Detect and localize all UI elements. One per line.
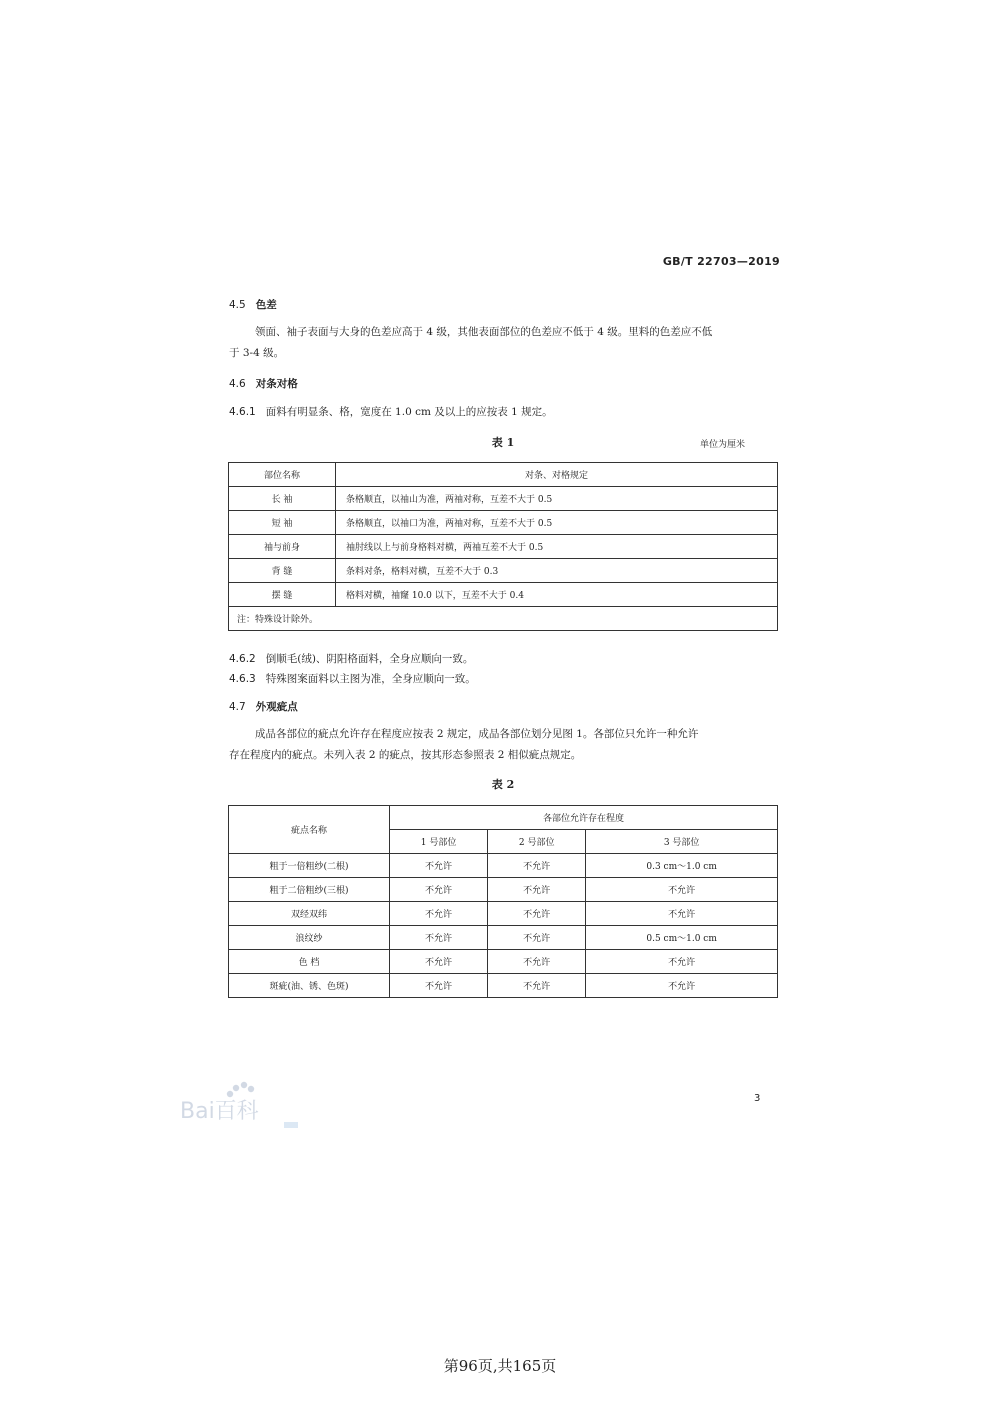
table-row (229, 583, 778, 607)
paragraph-line: 存在程度内的疵点。未列入表 2 的疵点，按其形态参照表 2 相似疵点规定。 (229, 749, 582, 761)
paragraph-line: 领面、袖子表面与大身的色差应高于 4 级，其他表面部位的色差应不低于 4 级。里料的色差应不低 (255, 326, 713, 338)
column-header: 2 号部位 (488, 830, 586, 854)
table-row (229, 926, 778, 950)
table-row (229, 902, 778, 926)
clause-number: 4.6.3 (229, 673, 256, 685)
table-row (229, 878, 778, 902)
standard-code: GB/T 22703—2019 (662, 255, 780, 268)
value-cell: 不允许 (488, 854, 586, 878)
page-footer: 第96页,共165页 (443, 1357, 557, 1375)
part-cell: 摆 缝 (229, 583, 336, 607)
table-2 (228, 805, 778, 998)
clause-4-6-2 (229, 651, 473, 666)
section-4-7-heading (229, 699, 298, 714)
value-cell: 0.5 cm～1.0 cm (586, 926, 778, 950)
clause-4-6-3 (229, 671, 476, 686)
value-cell: 不允许 (390, 950, 488, 974)
rule-cell: 条料对条，格料对横，互差不大于 0.3 (336, 559, 778, 583)
column-header: 疵点名称 (229, 806, 390, 854)
table-1-title: 表 1 (491, 436, 515, 449)
defect-name-cell: 粗于二倍粗纱(三根) (229, 878, 390, 902)
section-4-5-body (229, 322, 712, 364)
section-number: 4.7 (229, 701, 246, 713)
table-row (229, 511, 778, 535)
part-cell: 短 袖 (229, 511, 336, 535)
clause-text: 面料有明显条、格，宽度在 1.0 cm 及以上的应按表 1 规定。 (265, 406, 553, 418)
column-group-header: 各部位允许存在程度 (390, 806, 778, 830)
section-title: 外观疵点 (255, 701, 298, 713)
column-header: 部位名称 (229, 463, 336, 487)
table-note: 注：特殊设计除外。 (229, 607, 778, 631)
value-cell: 0.3 cm～1.0 cm (586, 854, 778, 878)
rule-cell: 袖肘线以上与前身格料对横，两袖互差不大于 0.5 (336, 535, 778, 559)
clause-text: 倒顺毛(绒)、阴阳格面料，全身应顺向一致。 (265, 653, 474, 665)
section-number: 4.5 (229, 299, 246, 311)
part-cell: 长 袖 (229, 487, 336, 511)
value-cell: 不允许 (488, 950, 586, 974)
column-header: 1 号部位 (390, 830, 488, 854)
section-4-6-heading (229, 376, 298, 391)
value-cell: 不允许 (390, 878, 488, 902)
part-cell: 袖与前身 (229, 535, 336, 559)
clause-4-6-1 (229, 404, 553, 419)
baidu-watermark-logo (178, 1080, 308, 1130)
table-row (229, 974, 778, 998)
value-cell: 不允许 (586, 878, 778, 902)
table-1-unit: 单位为厘米 (700, 440, 746, 450)
part-cell: 背 缝 (229, 559, 336, 583)
table-row (229, 559, 778, 583)
table-row (229, 535, 778, 559)
table-row (229, 487, 778, 511)
defect-name-cell: 斑疵(油、锈、色斑) (229, 974, 390, 998)
table-header-row (229, 463, 778, 487)
section-4-7-body (229, 724, 698, 766)
table-1 (228, 462, 778, 631)
value-cell: 不允许 (488, 902, 586, 926)
rule-cell: 格料对横，袖窿 10.0 以下，互差不大于 0.4 (336, 583, 778, 607)
value-cell: 不允许 (390, 854, 488, 878)
table-row (229, 950, 778, 974)
column-header: 3 号部位 (586, 830, 778, 854)
paragraph-line: 成品各部位的疵点允许存在程度应按表 2 规定，成品各部位划分见图 1。各部位只允许一种允许 (255, 728, 699, 740)
value-cell: 不允许 (390, 902, 488, 926)
defect-name-cell: 浪纹纱 (229, 926, 390, 950)
value-cell: 不允许 (390, 926, 488, 950)
value-cell: 不允许 (488, 974, 586, 998)
value-cell: 不允许 (488, 926, 586, 950)
table-2-title: 表 2 (491, 778, 515, 791)
table-header-row (229, 806, 778, 830)
section-title: 对条对格 (255, 378, 298, 390)
watermark-text: Bai百科 (180, 1099, 259, 1124)
value-cell: 不允许 (586, 902, 778, 926)
section-title: 色差 (255, 299, 277, 311)
value-cell: 不允许 (586, 974, 778, 998)
value-cell: 不允许 (586, 950, 778, 974)
clause-number: 4.6.2 (229, 653, 256, 665)
section-4-5-heading (229, 297, 277, 312)
section-number: 4.6 (229, 378, 246, 390)
column-header: 对条、对格规定 (336, 463, 778, 487)
paragraph-line: 于 3-4 级。 (229, 347, 285, 359)
value-cell: 不允许 (488, 878, 586, 902)
value-cell: 不允许 (390, 974, 488, 998)
defect-name-cell: 双经双纬 (229, 902, 390, 926)
clause-text: 特殊图案面料以主图为准，全身应顺向一致。 (265, 673, 476, 685)
table-row (229, 854, 778, 878)
clause-number: 4.6.1 (229, 406, 256, 418)
table-note-row (229, 607, 778, 631)
defect-name-cell: 粗于一倍粗纱(二根) (229, 854, 390, 878)
rule-cell: 条格顺直，以袖山为准，两袖对称，互差不大于 0.5 (336, 487, 778, 511)
page-number: 3 (754, 1093, 761, 1104)
rule-cell: 条格顺直，以袖口为准，两袖对称，互差不大于 0.5 (336, 511, 778, 535)
defect-name-cell: 色 档 (229, 950, 390, 974)
